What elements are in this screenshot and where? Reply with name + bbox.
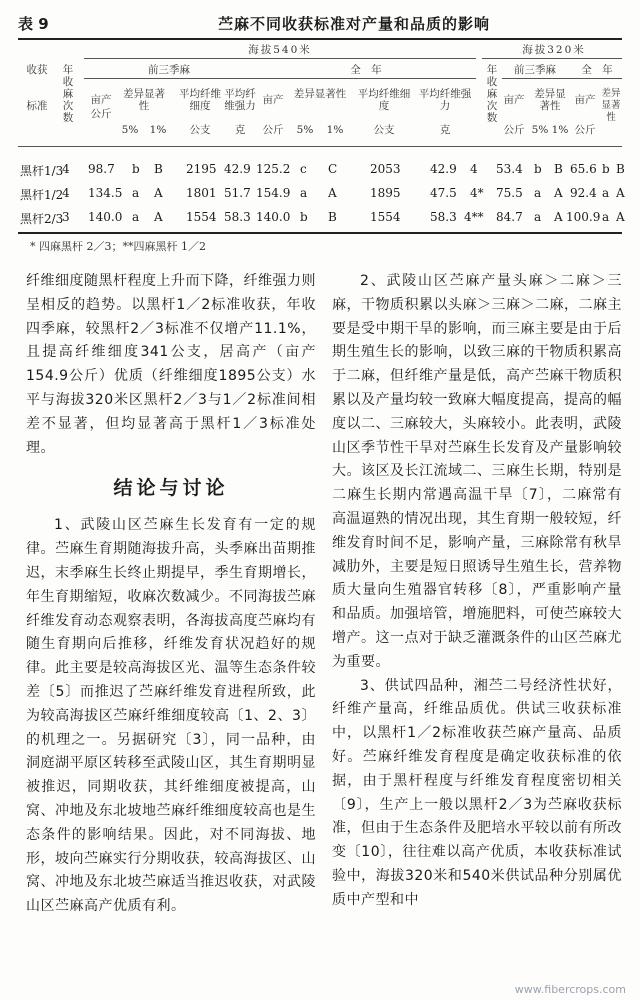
header-unit-3: 公斤 — [503, 124, 525, 136]
table-row — [18, 210, 625, 228]
cell: A — [616, 186, 625, 200]
paragraph: 2、武陵山区苎麻产量头麻＞二麻＞三麻，干物质积累以头麻＞三麻＞二麻，二麻主要是受中期干旱的影响，而三麻主要是由于后期生殖生长的影响，以致三麻的干物质积累高于二麻，但纤维产量是低，高产苎麻干物质积累以及产量均较一致麻大幅度提高，提高的幅度以二、三麻较大，头麻较小。此表明，武陵山区季节性干旱对苎麻生长发育及产量影响较大。该区及长江流域二、三麻生长期，特别是二麻生长期内常遇高温干旱〔7〕，二麻常有高温逼熟的情况出现，其生育期一般较短，纤维发育时间不足，影响产量，三麻除常有秋旱减肋外，主要是短日照诱导生殖生长，营养物质大量向生殖器官转移〔8〕，严重影响产量和品质。加强培管，增施肥料，可使苎麻较大增产。这一点对于缺乏灌溉条件的山区苎麻尤为重要。 — [332, 273, 622, 670]
header-fineness-unit-2: 公支 — [373, 124, 395, 136]
right-column — [332, 270, 622, 913]
header-sig-3: 差异显著性 — [534, 88, 566, 112]
cell: 1554 — [186, 210, 217, 224]
header-fullyear-540: 全 年 — [350, 64, 382, 76]
header-altitude-320: 海拔320米 — [522, 44, 586, 56]
table-row — [18, 162, 625, 180]
cell: 92.4 — [570, 186, 597, 200]
cell: a — [602, 210, 610, 224]
cell: 47.5 — [430, 186, 457, 200]
header-fineness-unit-1: 公支 — [189, 124, 211, 136]
cell: 42.9 — [430, 162, 457, 176]
cell: 4** — [464, 210, 484, 224]
header-rule-540 — [84, 58, 476, 59]
table-number: 表 9 — [18, 15, 49, 33]
cell: c — [300, 162, 307, 176]
header-harvest-count-b: 年收麻次数 — [486, 64, 498, 124]
cell: 42.9 — [224, 162, 251, 176]
header-fineness-2: 平均纤维细度 — [357, 88, 411, 112]
header-strength-2: 平均纤维强力 — [418, 88, 472, 112]
header-fineness-1: 平均纤维细度 — [179, 88, 221, 112]
cell: b — [602, 162, 610, 176]
header-bottom-rule — [18, 146, 622, 147]
cell: 53.4 — [496, 162, 523, 176]
watermark: www.fibercrops.com — [514, 983, 626, 996]
cell: 65.6 — [570, 162, 597, 176]
cell: 2053 — [370, 162, 401, 176]
paragraph: 1、武陵山区苎麻生长发育有一定的规律。苎麻生育期随海拔升高，头季麻出苗期推迟，末季麻生长终止期提早，季生育期增长，年生育期缩短，收麻次数减少。不同海拔苎麻纤维发育动态观察表明，各海拔高度苎麻均有随生育期向后推移，纤维发育状况趋好的规律。此主要是较高海拔区光、温等生态条件较差〔5〕而推迟了苎麻纤维发育进程所致，此为较高海拔区苎麻纤维细度较高〔1、2、3〕的机理之一。另据研究〔3〕，同一品种，由洞庭湖平原区转移至武陵山区，其生育期明显被推迟，同期收获，其纤维细度被提高，山窝、冲地及东北坡地苎麻纤维细度较高也是生态条件的影响结果。因此，对不同海拔、地形，坡向苎麻实行分期收获，较高海拔区、山窝、冲地及东北坡苎麻适当推迟收获，对武陵山区苎麻高产优质有利。 — [26, 517, 316, 915]
header-sig-2: 差异显著性 — [293, 88, 347, 100]
cell: B — [616, 162, 625, 176]
cell: A — [154, 210, 163, 224]
cell: b — [300, 210, 308, 224]
header-sig-2-5: 5% — [296, 124, 314, 136]
cell: B — [328, 210, 337, 224]
header-rule-sub-540 — [84, 78, 476, 79]
cell: a — [534, 186, 542, 200]
cell: B — [154, 162, 163, 176]
cell: A — [154, 186, 163, 200]
header-harvest-count: 年收麻次数 — [62, 64, 74, 124]
cell: a — [132, 186, 140, 200]
cell: 125.2 — [256, 162, 291, 176]
cell: a — [602, 186, 610, 200]
cell: 2195 — [186, 162, 217, 176]
cell: 140.0 — [256, 210, 291, 224]
cell: 154.9 — [256, 186, 291, 200]
cell: A — [554, 186, 563, 200]
cell: a — [132, 210, 140, 224]
header-unit-4: 公斤 — [574, 124, 596, 136]
table-footnote: * 四麻黑杆 2／3；**四麻黑杆 1／2 — [30, 240, 206, 253]
table-caption — [18, 10, 622, 36]
cell: A — [328, 186, 337, 200]
cell: 4 — [62, 186, 70, 200]
header-criterion-bottom: 标准 — [26, 100, 48, 112]
row-label: 黑杆2/3 — [20, 212, 64, 226]
cell: a — [534, 210, 542, 224]
header-sig-3-1: 1% — [551, 124, 569, 136]
header-altitude-540: 海拔540米 — [248, 44, 312, 56]
cell: 98.7 — [88, 162, 115, 176]
cell: 3 — [62, 210, 70, 224]
cell: B — [554, 162, 563, 176]
cell: 58.3 — [224, 210, 251, 224]
header-sig-2-1: 1% — [326, 124, 344, 136]
header-unit-2: 公斤 — [262, 124, 284, 136]
cell: 51.7 — [224, 186, 251, 200]
left-column — [26, 270, 316, 919]
header-first3-540: 前三季麻 — [148, 64, 190, 76]
header-sig-1-5: 5% — [121, 124, 139, 136]
cell: b — [132, 162, 140, 176]
table-row — [18, 186, 625, 204]
cell: 4* — [470, 186, 484, 200]
cell: 1554 — [370, 210, 401, 224]
cell: b — [534, 162, 542, 176]
cell: a — [300, 186, 308, 200]
cell: 84.7 — [496, 210, 523, 224]
table-top-rule — [18, 38, 622, 40]
header-rule-sub-320 — [502, 78, 622, 79]
header-yield-3: 亩产 — [503, 94, 525, 106]
table-title: 苎麻不同收获标准对产量和品质的影响 — [218, 15, 491, 33]
header-fullyear-320: 全 年 — [581, 64, 613, 76]
cell: 4 — [470, 162, 478, 176]
header-yield-4: 亩产 — [574, 94, 596, 106]
section-heading: 结论与讨论 — [113, 477, 229, 500]
row-label: 黑杆1/3 — [20, 164, 64, 178]
header-sig-4: 差异显著性 — [601, 88, 621, 123]
cell: 134.5 — [88, 186, 123, 200]
header-strength-unit-1: 克 — [234, 124, 246, 136]
header-sig-1: 差异显著性 — [123, 88, 165, 112]
header-unit-1: 公斤 — [90, 108, 112, 120]
cell: A — [554, 210, 563, 224]
paragraph: 纤维细度随黑杆程度上升而下降，纤维强力则呈相反的趋势。以黑杆1／2标准收获，年收四季麻，较黑杆2／3标准不仅增产11.1%，且提高纤维细度341公支，居高产（亩产154.9公斤）优质（纤维细度1895公支）水平与海拔320米区黑杆2／3与1／2标准间相差不显著，但均显著高于黑杆1／3标准处理。 — [26, 273, 316, 456]
header-yield-1: 亩产 — [90, 94, 112, 106]
table-bottom-rule — [18, 232, 622, 234]
header-strength-unit-2: 克 — [439, 124, 451, 136]
cell: 1801 — [186, 186, 217, 200]
header-strength-1: 平均纤维强力 — [224, 88, 256, 112]
cell: 75.5 — [496, 186, 523, 200]
header-first3-320: 前三季麻 — [514, 64, 556, 76]
paragraph: 3、供试四品种，湘苎二号经济性状好，纤维产量高，纤维品质优。供试三收获标准中，以黑杆1／2标准收获苎麻产量高、品质好。苎麻纤维发育程度是确定收获标准的依据，由于黑杆程度与纤维发育程度密切相关〔9〕，生产上一般以黑杆2／3为苎麻收获标准，但由于生态条件及肥培水平较以前有所改变〔10〕，往往难以高产优质，本收获标准试验中，海拔320米和540米供试品种分别属优质中产型和中 — [332, 677, 622, 908]
row-label: 黑杆1/2 — [20, 188, 64, 202]
header-sig-1-1: 1% — [149, 124, 167, 136]
cell: A — [616, 210, 625, 224]
header-yield-2: 亩产 — [262, 94, 284, 106]
header-rule-320 — [482, 58, 622, 59]
header-criterion-top: 收获 — [26, 64, 48, 76]
cell: C — [328, 162, 338, 176]
cell: 140.0 — [88, 210, 123, 224]
cell: 4 — [62, 162, 70, 176]
cell: 1895 — [370, 186, 401, 200]
cell: 58.3 — [430, 210, 457, 224]
header-sig-3-5: 5% — [531, 124, 549, 136]
cell: 100.9 — [566, 210, 601, 224]
